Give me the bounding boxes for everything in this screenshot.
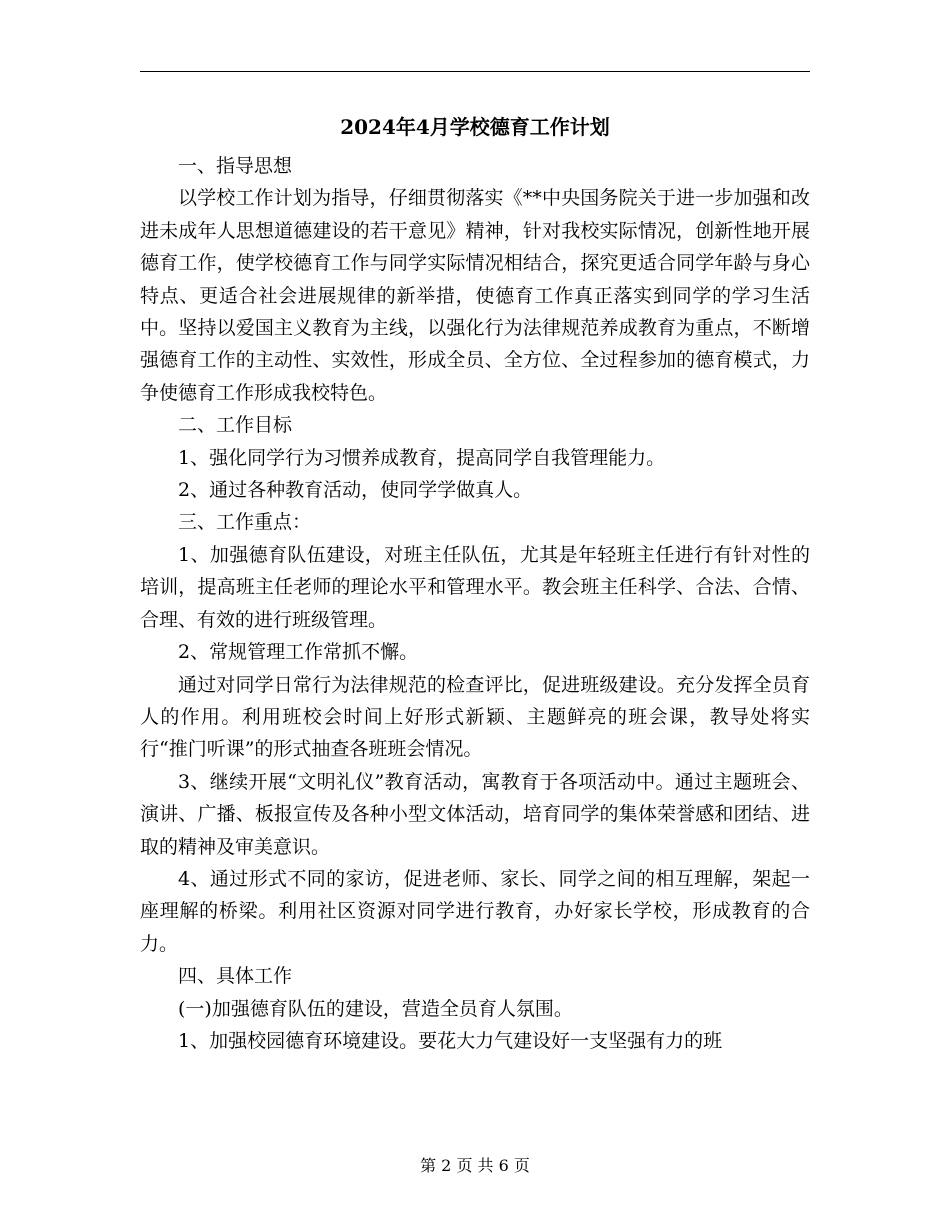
heading-work-focus: 三、工作重点： [178,511,312,534]
heading-guiding-ideology: 一、指导思想 [178,155,293,177]
paragraph-focus-4: 4、通过形式不同的家访，促进老师、家长、同学之间的相互理解，架起一座理解的桥梁。利用社区资源对同学进行教育，办好家长学校，形成教育的合力。 [140,867,810,955]
paragraph-focus-2: 2、常规管理工作常抓不懈。 [178,641,419,664]
paragraph-focus-3: 3、继续开展“文明礼仪”教育活动，寓教育于各项活动中。通过主题班会、演讲、广播、板报宣传及各种小型文体活动，培育同学的集体荣誉感和团结、进取的精神及审美意识。 [140,770,810,858]
page-footer: 第 2 页 共 6 页 [420,1156,530,1175]
document-title: 2024年4月学校德育工作计划 [340,115,610,139]
heading-work-goals: 二、工作目标 [178,414,293,437]
header-rule [140,71,810,72]
paragraph-goal-1: 1、强化同学行为习惯养成教育，提高同学自我管理能力。 [178,446,666,469]
paragraph-focus-1: 1、加强德育队伍建设，对班主任队伍，尤其是年轻班主任进行有针对性的培训，提高班主任老师的理论水平和管理水平。教会班主任科学、合法、合情、合理、有效的进行班级管理。 [140,543,810,631]
paragraph-environment: 1、加强校园德育环境建设。要花大力气建设好一支坚强有力的班 [178,1029,723,1052]
heading-specific-work: 四、具体工作 [178,965,293,988]
subheading-team-building: (一)加强德育队伍的建设，营造全员育人氛围。 [178,997,573,1020]
document-body [140,150,810,1057]
paragraph-guiding-ideology: 以学校工作计划为指导，仔细贯彻落实《**中央国务院关于进一步加强和改进未成年人思想道德建设的若干意见》精神，针对我校实际情况，创新性地开展德育工作，使学校德育工作与同学实际情况相结合，探究更适合同学年龄与身心特点、更适合社会进展规律的新举措，使德育工作真正落实到同学的学习生活中。坚持以爱国主义教育为主线，以强化行为法律规范养成教育为重点，不断增强德育工作的主动性、实效性，形成全员、全方位、全过程参加的德育模式，力争使德育工作形成我校特色。 [140,187,810,404]
paragraph-goal-2: 2、通过各种教育活动，使同学学做真人。 [178,479,533,502]
paragraph-focus-2-detail: 通过对同学日常行为法律规范的检查评比，促进班级建设。充分发挥全员育人的作用。利用班校会时间上好形式新颖、主题鲜亮的班会课，教导处将实行“推门听课”的形式抽查各班班会情况。 [140,673,810,761]
